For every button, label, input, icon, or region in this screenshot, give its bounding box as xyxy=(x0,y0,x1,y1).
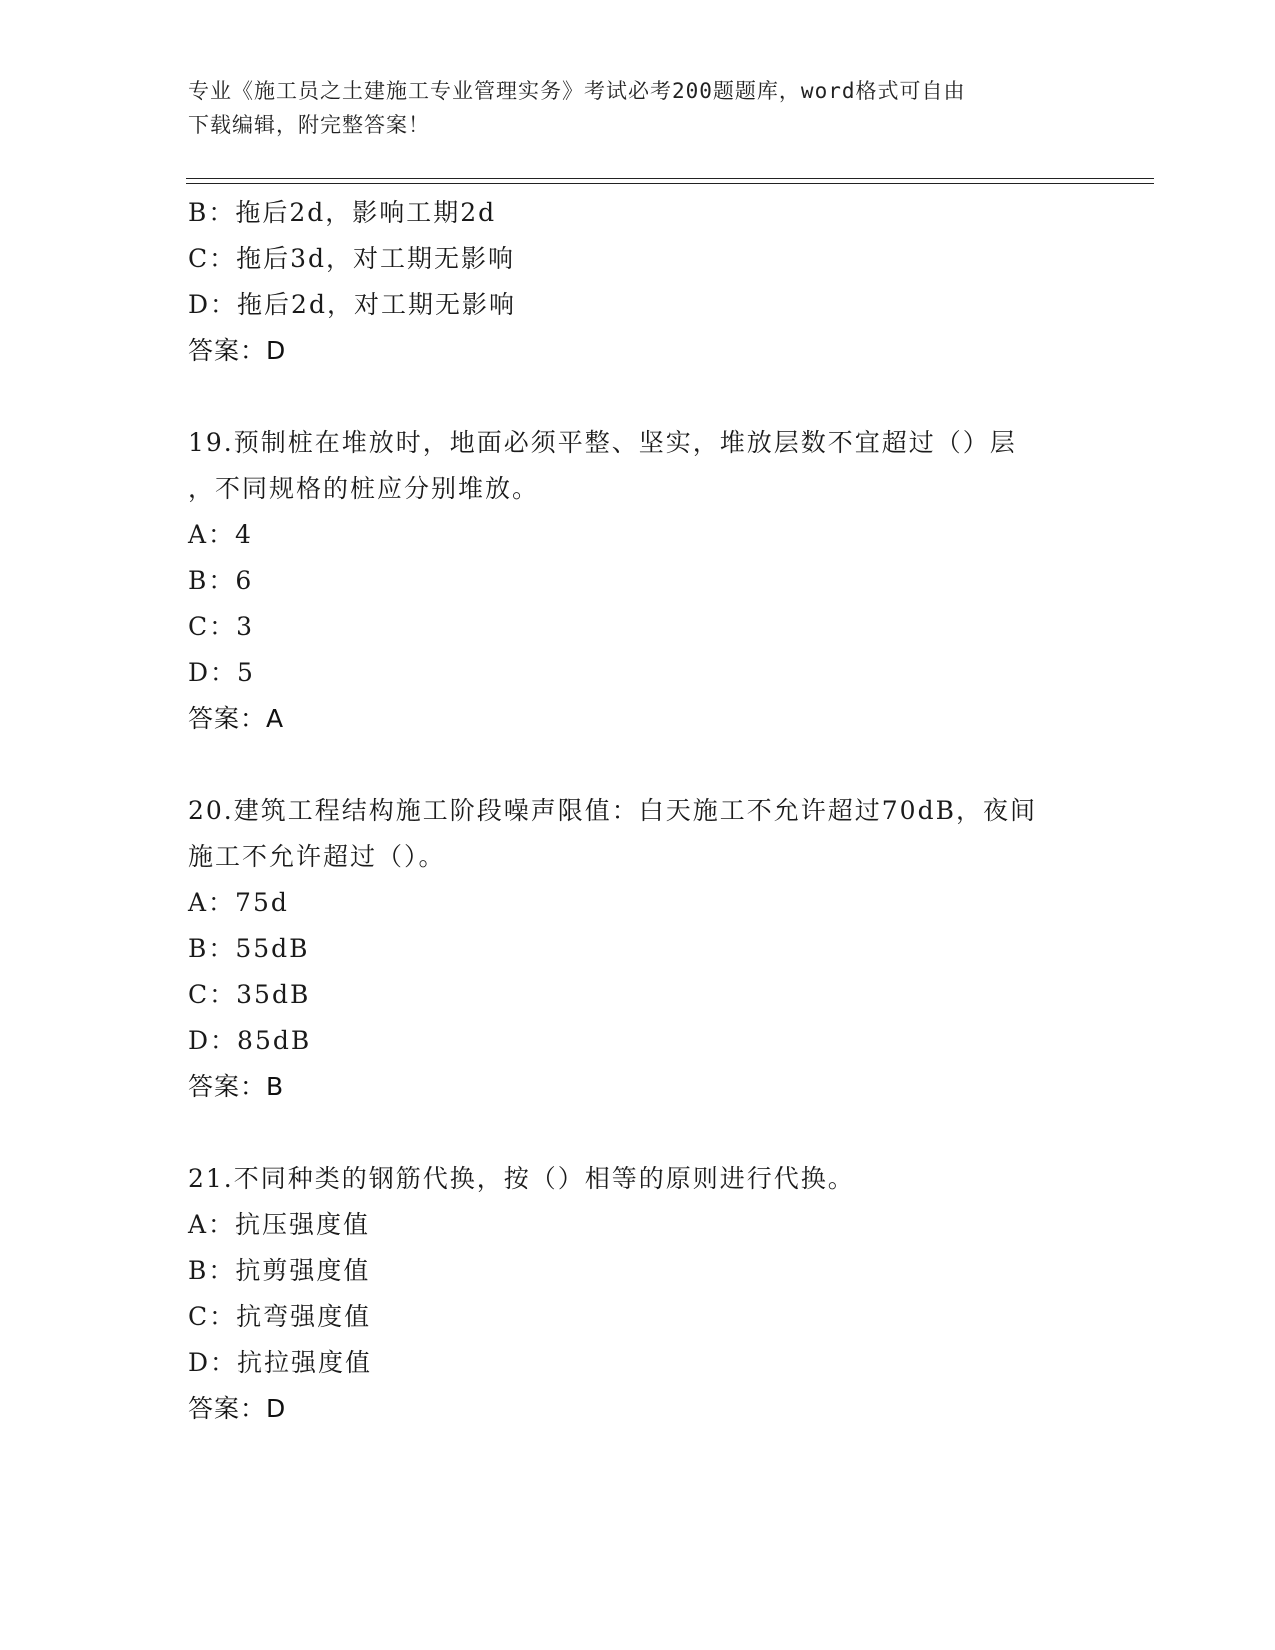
previous-question-block xyxy=(188,190,1088,374)
option-c: C：35dB xyxy=(188,980,311,1009)
question-20-block xyxy=(188,788,1088,1110)
question-stem-continued: ，不同规格的桩应分别堆放。 xyxy=(188,474,540,503)
answer-line: 答案：A xyxy=(188,704,285,733)
option-c: C：3 xyxy=(188,612,255,641)
question-19-block xyxy=(188,420,1088,742)
question-stem: 19.预制桩在堆放时，地面必须平整、坚实，堆放层数不宜超过（）层 xyxy=(188,428,1017,457)
option-b: B：拖后2d，影响工期2d xyxy=(188,198,497,227)
header-line-2: 下载编辑，附完整答案！ xyxy=(188,113,430,137)
question-stem: 20.建筑工程结构施工阶段噪声限值：白天施工不允许超过70dB，夜间 xyxy=(188,796,1037,825)
option-d: D：85dB xyxy=(188,1026,312,1055)
document-header xyxy=(188,74,1068,142)
question-list xyxy=(188,190,1088,1432)
option-c: C：拖后3d，对工期无影响 xyxy=(188,244,516,273)
option-b: B：6 xyxy=(188,566,254,595)
question-stem: 21.不同种类的钢筋代换，按（）相等的原则进行代换。 xyxy=(188,1164,855,1193)
option-b: B：抗剪强度值 xyxy=(188,1256,371,1285)
answer-line: 答案：D xyxy=(188,336,287,365)
question-stem-continued: 施工不允许超过（）。 xyxy=(188,842,446,871)
header-divider-top xyxy=(186,178,1154,179)
header-divider-bottom xyxy=(186,183,1154,184)
option-a: A：抗压强度值 xyxy=(188,1210,371,1239)
answer-line: 答案：B xyxy=(188,1072,285,1101)
option-d: D：抗拉强度值 xyxy=(188,1348,373,1377)
question-21-block xyxy=(188,1156,1088,1432)
option-d: D：拖后2d，对工期无影响 xyxy=(188,290,516,319)
option-c: C：抗弯强度值 xyxy=(188,1302,372,1331)
option-b: B：55dB xyxy=(188,934,310,963)
header-line-1: 专业《施工员之土建施工专业管理实务》考试必考200题题库，word格式可自由 xyxy=(188,79,966,103)
option-d: D：5 xyxy=(188,658,255,687)
option-a: A：4 xyxy=(188,520,253,549)
option-a: A：75d xyxy=(188,888,289,917)
answer-line: 答案：D xyxy=(188,1394,287,1423)
